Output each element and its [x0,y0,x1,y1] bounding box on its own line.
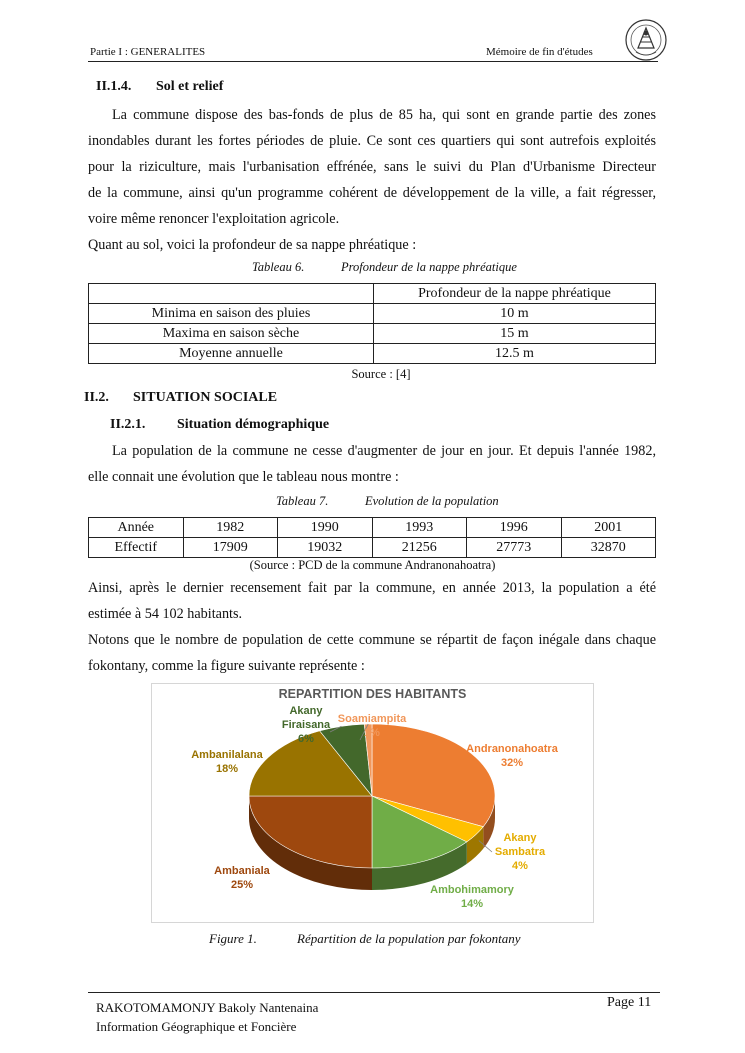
table-cell-year: 1993 [372,518,467,538]
table-cell-value: 12.5 m [374,344,656,364]
population-pie-figure [151,683,594,923]
slice-label-name: Ambohimamory [430,884,514,896]
table-cell-value: 10 m [374,304,656,324]
soil-line: voire même renoncer l'exploitation agricole. [88,211,340,227]
slice-label-name: Soamiampita [337,713,407,725]
census-paragraph [88,575,656,679]
soil-line: pour la riziculture, mais l'urbanisation effrénée, sans le suivi du Plan d'Urbanisme Directeur [88,159,656,175]
section-title-soil: Sol et relief [156,79,224,94]
demography-line: La population de la commune ne cesse d'augmenter de jour en jour. Et depuis l'année 1982, [112,443,656,459]
slice-label-ambohimamory [422,883,522,911]
slice-label-value: 25% [230,879,254,891]
table-header-cell: Profondeur de la nappe phréatique [374,284,656,304]
slice-label-value: 32% [500,757,524,769]
table-cell-count: 21256 [372,538,467,558]
slice-label-name: Ambanilalana [191,749,263,761]
slice-label-ambaniala [207,864,277,892]
header-rule [88,61,658,62]
table-row [89,324,656,344]
university-seal-icon [624,18,668,62]
census-line: estimée à 54 102 habitants. [88,606,243,622]
table-cell-year: 1996 [467,518,562,538]
soil-paragraph [88,102,656,258]
slice-label-akany-sambatra [487,831,553,873]
table-cell-label: Moyenne annuelle [89,344,374,364]
slice-label-ambanilalana [185,748,269,776]
slice-label-value: 4% [512,860,528,872]
slice-label-soamiampita [332,712,412,740]
table-row-label: Année [89,518,184,538]
pie-slice-ambaniala [249,796,372,868]
distribution-line: fokontany, comme la figure suivante représente : [88,658,365,674]
table-cell-count: 17909 [183,538,278,558]
slice-label-name: Akany Firaisana [281,705,331,731]
table-row [89,518,656,538]
table-cell-label: Maxima en saison sèche [89,324,374,344]
slice-label-value: 1% [364,727,380,739]
soil-table-intro: Quant au sol, voici la profondeur de sa nappe phréatique : [88,237,417,253]
subsection-number-demography: II.2.1. [110,417,146,432]
footer-author: RAKOTOMAMONJY Bakoly Nantenaina [96,1000,319,1015]
section-number-social: II.2. [84,390,109,405]
slice-label-value: 6% [298,733,314,745]
header-doc-title: Mémoire de fin d'études [486,46,593,58]
slice-label-value: 14% [460,898,484,910]
demography-line: elle connait une évolution que le tableau nous montre : [88,469,399,485]
soil-line: La commune dispose des bas-fonds de plus de 85 ha, qui sont en grande partie des zones [112,107,656,123]
distribution-line: Notons que le nombre de population de cette commune se répartit de façon inégale dans chaque [88,632,656,648]
table7-caption: Evolution de la population [365,494,499,508]
slice-label-andranonahoatra [452,742,572,770]
footer-rule [88,992,660,993]
header-part-title: Partie I : GENERALITES [90,46,206,58]
table7-caption-number: Tableau 7. [276,494,329,508]
table6-caption: Profondeur de la nappe phréatique [341,260,517,274]
soil-line: de la commune, ainsi qu'un programme cohérent de développement de la ville, a fait régresser, [88,185,656,201]
water-table-depth-table [88,283,656,364]
section-number-soil: II.1.4. [96,79,132,94]
table6-caption-number: Tableau 6. [252,260,305,274]
footer-program: Information Géographique et Foncière [96,1019,297,1034]
slice-label-name: Andranonahoatra [466,743,558,755]
slice-label-name: Ambaniala [214,865,270,877]
table-cell-year: 2001 [561,518,656,538]
population-evolution-table [88,517,656,558]
chart-title: REPARTITION DES HABITANTS [278,687,467,701]
section-title-social: SITUATION SOCIALE [133,390,278,405]
table-row [89,304,656,324]
table-row [89,344,656,364]
slice-label-value: 18% [215,763,239,775]
table-cell-label: Minima en saison des pluies [89,304,374,324]
subsection-title-demography: Situation démographique [177,417,330,432]
table6-source: Source : [4] [351,367,411,381]
demography-paragraph [88,438,656,490]
table-cell-year: 1982 [183,518,278,538]
slice-label-name: Akany Sambatra [494,832,546,858]
figure-caption: Répartition de la population par fokontany [297,931,521,946]
census-line: Ainsi, après le dernier recensement fait par la commune, en année 2013, la population a été [88,580,656,596]
figure-caption-number: Figure 1. [209,931,257,946]
table-cell-count: 19032 [278,538,373,558]
table-cell-empty [89,284,374,304]
table-cell-count: 27773 [467,538,562,558]
slice-label-akany-firaisana [277,704,335,746]
soil-line: inondables durant les fortes périodes de pluie. Ce sont ces quartiers qui sont autrefois exploités [88,133,656,149]
table-row [89,284,656,304]
page-number: Page 11 [607,995,652,1010]
table-cell-year: 1990 [278,518,373,538]
table-cell-value: 15 m [374,324,656,344]
table-cell-count: 32870 [561,538,656,558]
table-row-label: Effectif [89,538,184,558]
table7-source: (Source : PCD de la commune Andranonahoatra) [249,558,496,572]
table-row [89,538,656,558]
